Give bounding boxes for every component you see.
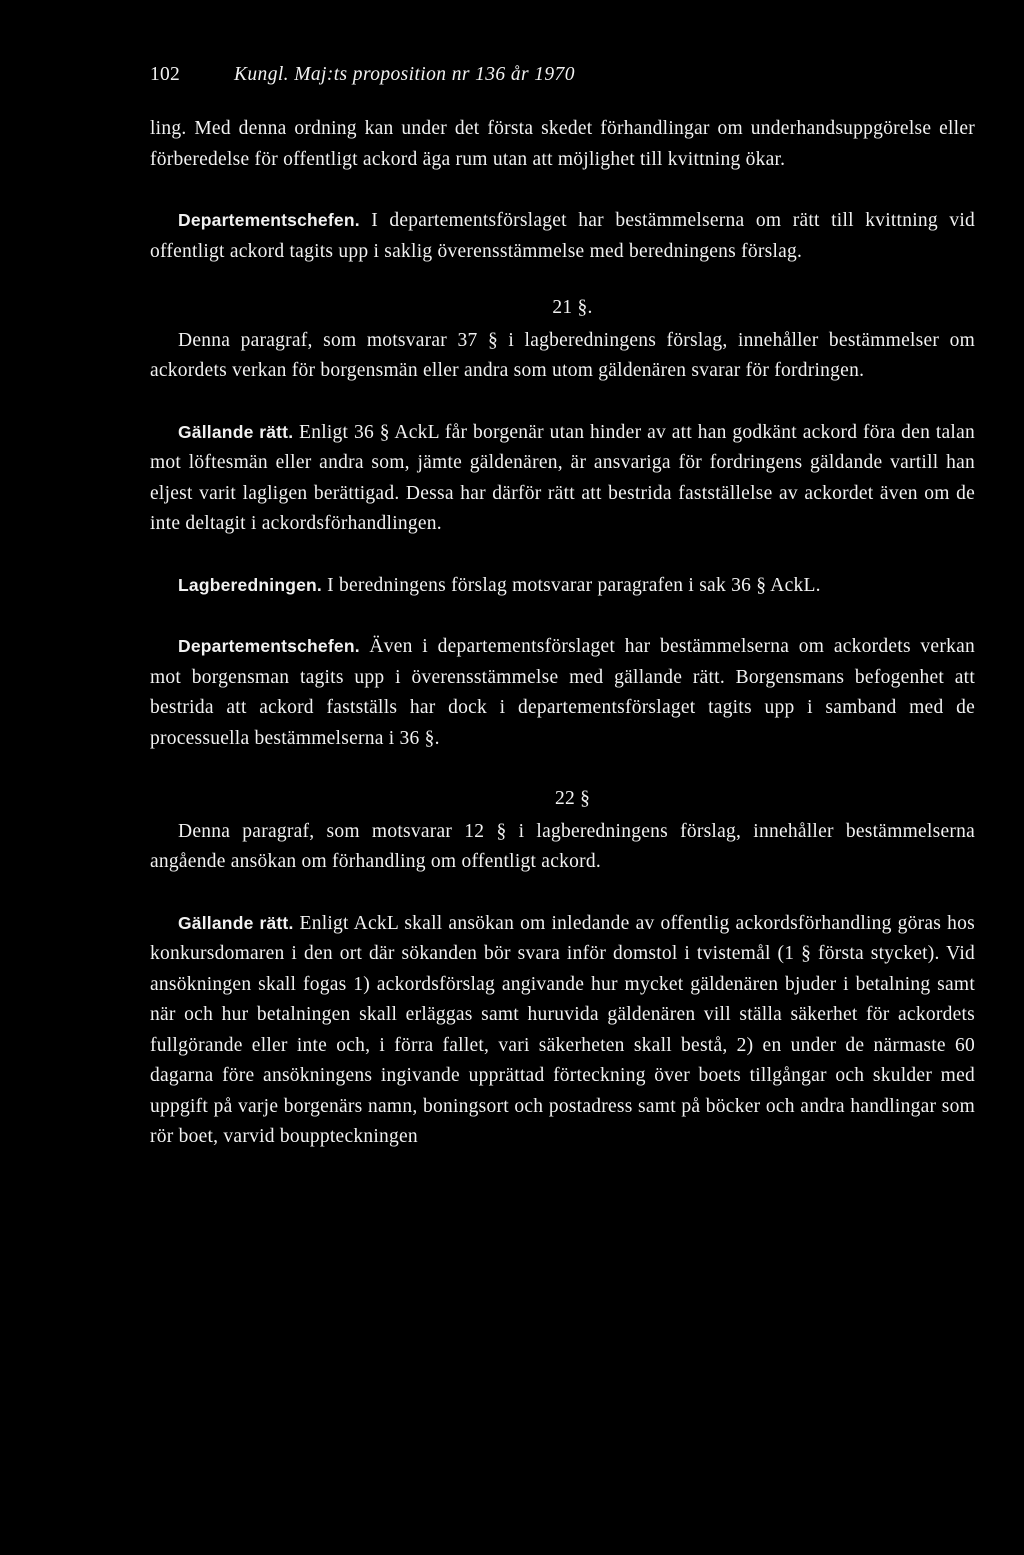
paragraph-lead: Departementschefen.: [178, 210, 360, 230]
document-page: [150, 60, 975, 1153]
paragraph-text: I departementsförslaget har bestämmelserna om rätt till kvittning vid offentligt ackord tagits upp i saklig överensstämmelse med beredningens förslag.: [150, 210, 975, 262]
paragraph-gallande-ratt-2: [150, 908, 975, 1153]
paragraph-departementschefen-2: [150, 631, 975, 754]
paragraph-text: I beredningens förslag motsvarar paragrafen i sak 36 § AckL.: [321, 574, 821, 596]
paragraph-gallande-ratt-1: [150, 417, 975, 540]
paragraph-text: Denna paragraf, som motsvarar 37 § i lagberedningens förslag, innehåller bestämmelser om ackordets verkan för borgensmän eller andra som utom gäldenären svarar för fordringen.: [150, 329, 975, 381]
paragraph-text: ling. Med denna ordning kan under det första skedet förhandlingar om underhandsuppgörelse eller förberedelse för offentligt ackord äga rum utan att möjlighet till kvittning ökar.: [150, 118, 975, 170]
paragraph-text: Enligt AckL skall ansökan om inledande av offentlig ackordsförhandling göras hos konkursdomaren i den ort där sökanden bör svara inför domstol i tvistemål (1 § första stycket). Vid ansökningen skall fogas 1) ackordsförslag angivande hur mycket gäldenären bjuder i betalning samt när och hur betalningen skall erläggas samt huruvida gäldenären vill ställa säkerhet för ackordets fullgörande eller inte och, i förra fallet, vari säkerheten skall bestå, 2) en under de närmaste 60 dagarna före ansökningens ingivande upprättad förteckning över boets tillgångar och skulder med uppgift på varje borgenärs namn, boningsort och postadress samt på böcker och andra handlingar som rör boet, varvid bouppteckningen: [150, 912, 975, 1147]
paragraph-continuation: [150, 114, 975, 175]
running-title: Kungl. Maj:ts proposition nr 136 år 1970: [234, 64, 575, 85]
paragraph-lead: Lagberedningen.: [178, 574, 322, 595]
paragraph-section-22-intro: [150, 817, 975, 878]
paragraph-lead: Departementschefen.: [178, 636, 360, 656]
paragraph-lead: Gällande rätt.: [178, 912, 294, 933]
section-heading-21: 21 §.: [552, 297, 593, 318]
paragraph-lead: Gällande rätt.: [178, 421, 294, 442]
paragraph-departementschefen-1: [150, 205, 975, 267]
paragraph-text: Enligt 36 § AckL får borgenär utan hinder av att han godkänt ackord föra den talan mot löftesmän eller andra som, jämte gäldenären, är ansvariga för fordringens gäldande vartill han eljest varit lagligen berättigad. Dessa har därför rätt att bestrida fastställelse av ackordet även om de inte deltagit i ackordsförhandlingen.: [150, 421, 975, 534]
paragraph-section-21-intro: [150, 326, 975, 387]
paragraph-text: Denna paragraf, som motsvarar 12 § i lagberedningens förslag, innehåller bestämmelserna angående ansökan om förhandling om offentligt ackord.: [150, 820, 975, 872]
page-header: [150, 60, 975, 114]
page-number: 102: [150, 64, 180, 85]
section-heading-22: 22 §: [554, 788, 591, 809]
paragraph-lagberedningen: [150, 570, 975, 602]
paragraph-text: Även i departementsförslaget har bestämmelserna om ackordets verkan mot borgensman tagits upp i överensstämmelse med gällande rätt. Borgensmans befogenhet att bestrida att ackord fastställs har dock i departementsförslaget tagits upp i samband med de processuella bestämmelserna i 36 §.: [150, 636, 975, 749]
